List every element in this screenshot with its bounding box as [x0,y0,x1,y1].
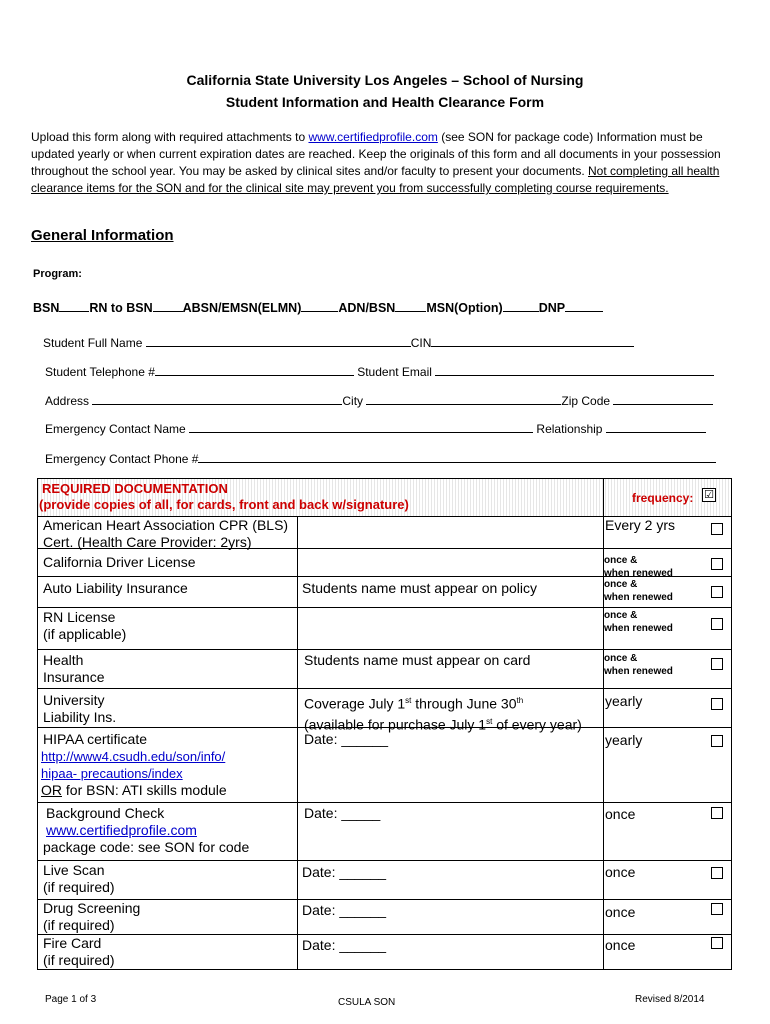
program-msn-blank[interactable] [503,300,539,312]
program-dnp[interactable]: DNP [538,301,566,315]
hipaa-or: OR [41,782,62,798]
full-name-row [43,334,634,350]
auto-liability-note: Students name must appear on policy [302,580,538,596]
program-absn-blank[interactable] [301,300,338,312]
page-number: Page 1 of 3 [45,994,97,1005]
driver-license-item: California Driver License [43,554,196,570]
drug-screening-line1: Drug Screening [43,900,141,916]
program-options [33,300,603,315]
row-divider [38,934,731,935]
fire-card-frequency: once [605,937,636,953]
footer-center: CSULA SON [338,997,396,1008]
auto-liability-freq-line2: when renewed [604,592,673,603]
row-divider [38,802,731,803]
certifiedprofile-link[interactable]: www.certifiedprofile.com [308,130,438,144]
background-check-date[interactable]: Date: _____ [304,805,381,821]
hipaa-checkbox[interactable] [711,735,723,747]
checkbox-checked-icon: ☑ [702,488,716,502]
background-check-link[interactable]: www.certifiedprofile.com [46,822,197,838]
full-name-label: Student Full Name [43,336,143,350]
emergency-name-input[interactable] [189,420,533,433]
background-check-frequency: once [605,806,636,822]
hipaa-line1: HIPAA certificate [43,731,148,747]
address-input[interactable] [92,392,342,405]
purchase-text-b: of every year) [492,716,582,733]
full-name-input[interactable] [146,334,411,347]
coverage-sup-2: th [516,696,524,705]
live-scan-checkbox[interactable] [711,867,723,879]
relationship-label: Relationship [536,422,603,436]
form-title-line1: California State University Los Angeles – School of Nursing [186,72,584,88]
required-documentation-table [37,478,732,970]
hipaa-links [41,748,227,799]
address-row [45,392,713,408]
purchase-text-a: (available for purchase July 1 [304,716,487,733]
live-scan-line2: (if required) [43,879,115,895]
frequency-header [603,479,732,516]
university-liability-line2: Liability Ins. [43,709,117,725]
program-bsn[interactable]: BSN [33,301,60,315]
live-scan-frequency: once [605,864,636,880]
cpr-item-line2: Cert. (Health Care Provider: 2yrs) [43,534,252,550]
phone-row [45,363,714,379]
fire-card-line2: (if required) [43,952,115,968]
purchase-sup: st [486,716,493,726]
column-divider [297,516,298,969]
form-title-line2: Student Information and Health Clearance Form [225,94,545,110]
fire-card-item [43,935,115,969]
rn-license-freq-line1: once & [604,610,638,621]
row-divider [38,688,731,689]
auto-liability-checkbox[interactable] [711,586,723,598]
program-label: Program: [33,268,82,280]
program-dnp-blank[interactable] [565,300,603,312]
intro-paragraph [31,129,743,197]
address-label: Address [45,394,90,408]
auto-liability-frequency [604,578,673,604]
cpr-checkbox[interactable] [711,523,723,535]
emergency-name-label: Emergency Contact Name [45,422,186,436]
health-insurance-line2: Insurance [43,669,105,685]
rn-license-line1: RN License [43,609,116,625]
health-insurance-checkbox[interactable] [711,658,723,670]
health-insurance-item [43,652,104,686]
background-check-item [46,805,197,839]
university-liability-item [43,692,116,726]
row-divider [38,860,731,861]
drug-screening-frequency: once [605,904,636,920]
university-liability-checkbox[interactable] [711,698,723,710]
relationship-input[interactable] [606,420,706,433]
health-insurance-note: Students name must appear on card [304,652,531,668]
background-check-package: package code: see SON for code [43,839,250,855]
row-divider [38,607,731,608]
intro-text-2: (see SON for package code) Information must be updated yearly or when current expiration dates are reached. Keep the originals of this form and all documents in your possession throughout the school year. You may be asked by clinical sites and/or faculty to present your documents. [31,130,721,178]
emergency-phone-row [45,450,716,466]
rn-license-freq-line2: when renewed [604,623,673,634]
rn-license-checkbox[interactable] [711,618,723,630]
general-info-heading: General Information [31,227,174,244]
city-label: City [342,394,364,408]
live-scan-date[interactable]: Date: ______ [302,864,387,880]
university-liability-note [304,692,582,733]
zip-label: Zip Code [561,394,611,408]
health-insurance-freq-line2: when renewed [604,666,673,677]
row-divider [38,899,731,900]
coverage-sup-1: st [405,696,412,705]
auto-liability-freq-line1: once & [604,579,638,590]
intro-text: Upload this form along with required attachments to [31,130,309,144]
coverage-line [304,692,582,713]
driver-license-checkbox[interactable] [711,558,723,570]
rn-license-item [43,609,126,643]
cpr-item-line1: American Heart Association CPR (BLS) [43,517,289,533]
emergency-phone-input[interactable] [198,450,716,463]
cin-input[interactable] [431,334,634,347]
cpr-item [43,517,288,551]
background-check-checkbox[interactable] [711,807,723,819]
city-input[interactable] [366,392,561,405]
program-rn-bsn-blank[interactable] [153,300,183,312]
drug-screening-checkbox[interactable] [711,903,723,915]
program-rn-to-bsn[interactable]: RN to BSN [89,301,153,315]
coverage-text-a: Coverage July 1 [304,695,406,712]
drug-screening-date[interactable]: Date: ______ [302,902,387,918]
hipaa-item [43,731,147,748]
email-label: Student Email [357,365,432,379]
telephone-input[interactable] [155,363,354,376]
hipaa-link-2[interactable]: hipaa- precautions/index [41,766,183,781]
table-header [38,479,731,517]
hipaa-or-text: for BSN: ATI skills module [62,782,227,798]
driver-license-frequency [604,554,673,580]
drug-screening-line2: (if required) [43,917,115,933]
driver-license-freq-line1: once & [604,555,638,566]
drug-screening-item [43,900,140,934]
fire-card-date[interactable]: Date: ______ [302,937,387,953]
fire-card-line1: Fire Card [43,935,102,951]
cin-label: CIN [410,336,432,350]
hipaa-date[interactable]: Date: ______ [304,731,389,747]
hipaa-or-line [41,782,227,799]
req-doc-heading: REQUIRED DOCUMENTATION [42,481,228,496]
program-msn[interactable]: MSN(Option) [426,301,503,315]
emergency-phone-label: Emergency Contact Phone # [45,452,199,466]
emergency-name-row [45,420,706,436]
frequency-label: frequency: [632,491,694,505]
program-absn[interactable]: ABSN/EMSN(ELMN) [182,301,302,315]
driver-license-freq-line2: when renewed [604,568,673,579]
coverage-text-b: through June 30 [411,695,517,712]
university-liability-frequency: yearly [605,693,643,709]
fire-card-checkbox[interactable] [711,937,723,949]
auto-liability-item: Auto Liability Insurance [43,580,188,596]
program-adn-blank[interactable] [395,300,426,312]
zip-input[interactable] [613,392,713,405]
background-check-line1: Background Check [46,805,165,821]
rn-license-line2: (if applicable) [43,626,127,642]
program-adn-bsn[interactable]: ADN/BSN [338,301,396,315]
program-bsn-blank[interactable] [59,300,89,312]
cpr-frequency: Every 2 yrs [605,517,676,533]
live-scan-line1: Live Scan [43,862,105,878]
health-insurance-line1: Health [43,652,84,668]
email-input[interactable] [435,363,714,376]
health-insurance-freq-line1: once & [604,653,638,664]
rn-license-frequency [604,609,673,635]
live-scan-item [43,862,115,896]
req-doc-subheading: (provide copies of all, for cards, front and back w/signature) [39,497,409,512]
revised-date: Revised 8/2014 [635,994,705,1005]
university-liability-line1: University [43,692,105,708]
hipaa-frequency: yearly [605,732,643,748]
telephone-label: Student Telephone # [45,365,155,379]
row-divider [38,649,731,650]
intro-warning: Not completing all health clearance items for the SON and for the clinical site may prevent you from successfully completing course requirements. [31,164,720,195]
health-insurance-frequency [604,652,673,678]
hipaa-link-1[interactable]: http://www4.csudh.edu/son/info/ [41,749,226,764]
